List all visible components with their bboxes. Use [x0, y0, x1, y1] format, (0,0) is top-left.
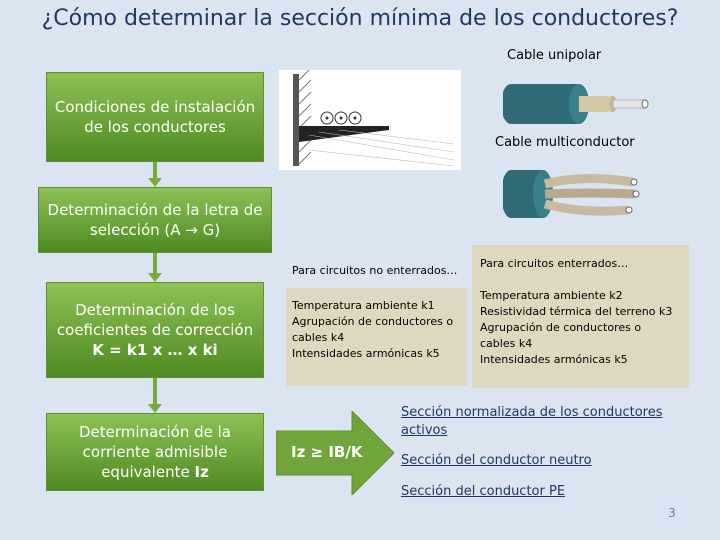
unipolar-cable-icon: [503, 70, 663, 126]
factor-item: Temperatura ambiente k2: [480, 289, 623, 302]
page-number: 3: [668, 506, 676, 520]
sizing-formula: Iz ≥ IB/K: [291, 443, 363, 461]
link-neutral-conductor-section[interactable]: Sección del conductor neutro: [401, 453, 592, 468]
factor-item: Temperatura ambiente k1: [292, 299, 435, 312]
step-installation-conditions-label: Condiciones de instalación de los conductores: [54, 98, 256, 136]
buried-factors-panel: [472, 245, 689, 388]
non-buried-circuits-heading: Para circuitos no enterrados…: [286, 258, 467, 288]
factor-item: cables k4: [292, 331, 345, 344]
step-selection-letter-label: Determinación de la letra de selección (A → G): [47, 201, 263, 239]
flow-arrow-1: [148, 162, 162, 187]
flow-arrow-2: [148, 253, 162, 282]
page-title: ¿Cómo determinar la sección mínima de los conductores?: [41, 6, 679, 31]
step-correction-coefficients-label: Determinación de los coeficientes de corrección: [56, 301, 254, 339]
factor-item: Agrupación de conductores o: [292, 315, 454, 328]
non-buried-factors-panel: [286, 288, 467, 386]
step-admissible-current-symbol: Iz: [194, 463, 209, 481]
link-active-conductor-section[interactable]: Sección normalizada de los conductores activos: [401, 405, 663, 438]
multiconductor-cable-icon: [503, 164, 663, 226]
step-installation-conditions: [46, 72, 264, 162]
installation-illustration: [279, 70, 461, 170]
factor-item: Agrupación de conductores o: [480, 321, 642, 334]
factor-item: Resistividad térmica del terreno k3: [480, 305, 673, 318]
step-correction-coefficients: [46, 282, 264, 378]
unipolar-cable-label: Cable unipolar: [507, 48, 602, 63]
factor-item: Intensidades armónicas k5: [480, 353, 628, 366]
multiconductor-cable-label: Cable multiconductor: [495, 135, 635, 150]
step-correction-formula: K = k1 x … x ki: [92, 341, 218, 359]
step-selection-letter: [38, 187, 272, 253]
step-admissible-current-label: Determinación de la corriente admisible equivalente: [78, 423, 231, 481]
buried-circuits-heading: Para circuitos enterrados…: [480, 257, 629, 270]
factor-item: Intensidades armónicas k5: [292, 347, 440, 360]
step-admissible-current: [46, 413, 264, 491]
factor-item: cables k4: [480, 337, 533, 350]
flow-arrow-3: [148, 378, 162, 413]
link-pe-conductor-section[interactable]: Sección del conductor PE: [401, 484, 566, 499]
